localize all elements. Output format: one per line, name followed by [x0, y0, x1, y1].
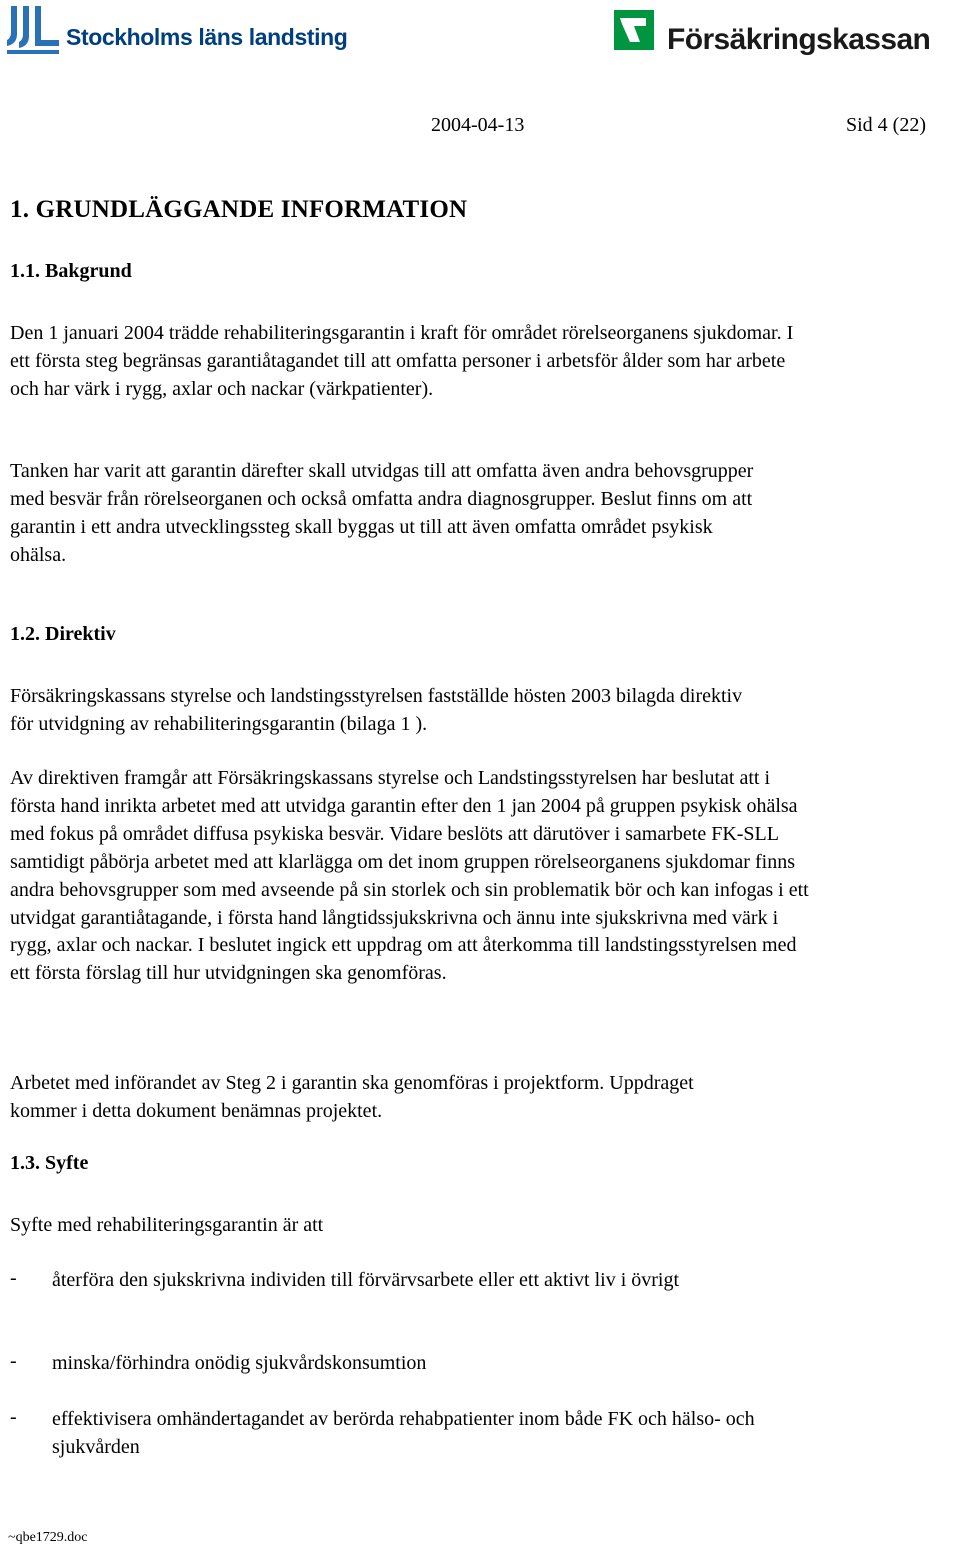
document-date: 2004-04-13	[431, 114, 525, 136]
heading-bakgrund: 1.1. Bakgrund	[10, 260, 132, 282]
list-item: återföra den sjukskrivna individen till förvärvsarbete eller ett aktivt liv i övrigt	[52, 1269, 680, 1291]
list-item: minska/förhindra onödig sjukvårdskonsumtion	[52, 1352, 427, 1374]
page-number: Sid 4 (22)	[846, 114, 926, 136]
fk-emblem-icon	[612, 8, 658, 54]
heading-direktiv: 1.2. Direktiv	[10, 623, 116, 645]
heading-syfte: 1.3. Syfte	[10, 1152, 89, 1174]
direktiv-paragraph-2: Av direktiven framgår att Försäkringskassans styrelse och Landstingsstyrelsen har beslutat att i första hand inrikta arbetet med att utvidga garantin efter den 1 jan 2004 på gruppen psykisk ohälsa med fokus på området diffusa psykiska besvär. Vidare beslöts att därutöver i samarbete FK-SLL samtidigt påbörja arbetet med att klarlägga om det inom gruppen rörelseorganens sjukdomar finns andra behovsgrupper som med avseende på sin storlek och sin problematik bör och kan infogas i ett utvidgat garantiåtagande, i första hand långtidssjukskrivna och ännu inte sjukskrivna med värk i rygg, axlar och nackar. I beslutet ingick ett uppdrag om att återkomma till landstingsstyrelsen med ett första förslag till hur utvidgningen ska genomföras.	[10, 767, 809, 985]
list-item: effektivisera omhändertagandet av berörda rehabpatienter inom både FK och hälso- och sjukvården	[52, 1408, 755, 1458]
sll-logo	[3, 4, 353, 56]
bakgrund-paragraph-1: Den 1 januari 2004 trädde rehabiliteringsgarantin i kraft för området rörelseorganens sjukdomar. I ett första steg begränsas garantiåtagandet till att omfatta personer i arbetsför ålder som har arbete och har värk i rygg, axlar och nackar (värkpatienter).	[10, 322, 794, 400]
sll-logo-text: Stockholms läns landsting	[66, 24, 348, 50]
list-dash: -	[10, 1350, 17, 1372]
syfte-intro: Syfte med rehabiliteringsgarantin är att	[10, 1214, 324, 1236]
fk-logo	[612, 8, 957, 58]
list-dash: -	[10, 1406, 17, 1428]
footer-filename: ~qbe1729.doc	[8, 1530, 88, 1545]
bakgrund-paragraph-2: Tanken har varit att garantin därefter skall utvidgas till att omfatta även andra behovsgrupper med besvär från rörelseorganen och också omfatta andra diagnosgrupper. Beslut finns om att garantin i ett andra utvecklingssteg skall byggas ut till att även omfatta området psykisk ohälsa.	[10, 460, 754, 566]
sll-emblem-icon	[3, 4, 63, 56]
section-title: 1. GRUNDLÄGGANDE INFORMATION	[10, 196, 468, 223]
fk-logo-text: Försäkringskassan	[667, 23, 931, 56]
direktiv-paragraph-1: Försäkringskassans styrelse och landstingsstyrelsen fastställde hösten 2003 bilagda direktiv för utvidgning av rehabiliteringsgarantin (bilaga 1 ).	[10, 685, 743, 735]
direktiv-paragraph-3: Arbetet med införandet av Steg 2 i garantin ska genomföras i projektform. Uppdraget kommer i detta dokument benämnas projektet.	[10, 1072, 694, 1122]
list-dash: -	[10, 1267, 17, 1289]
